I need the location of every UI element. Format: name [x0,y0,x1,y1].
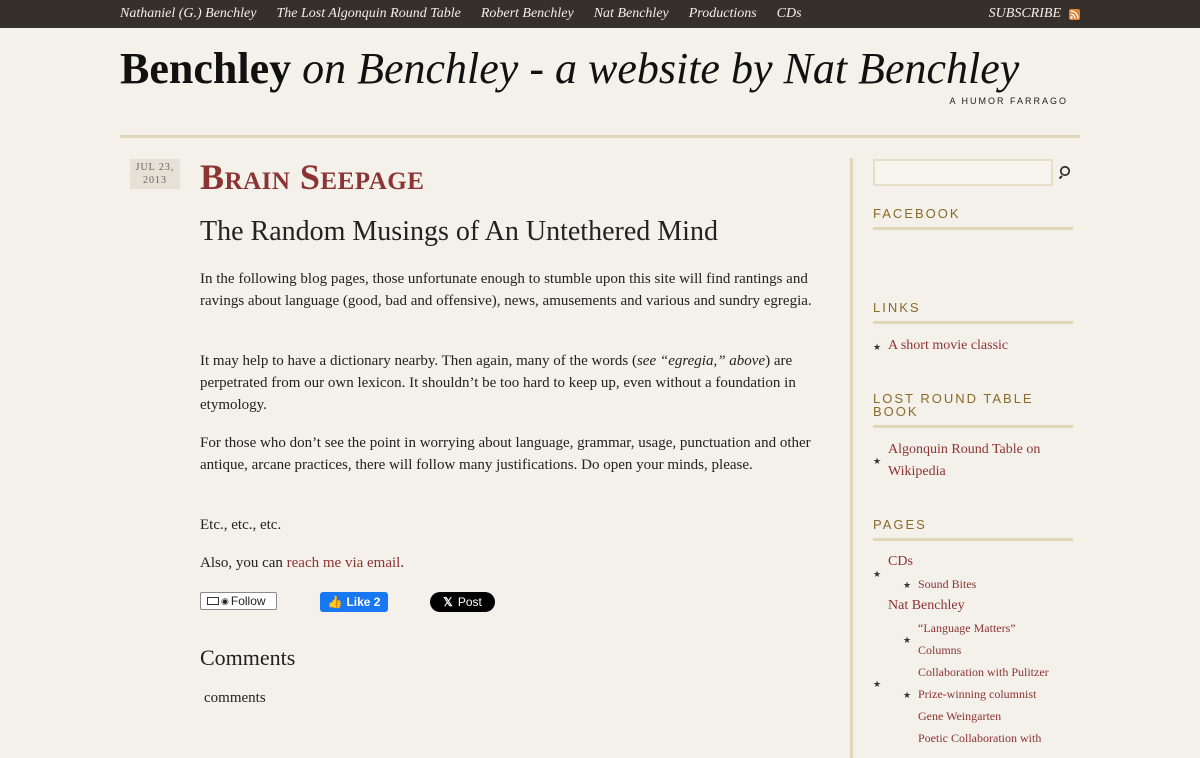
site-title[interactable] [120,42,1080,96]
nav-item-nathaniel-benchley[interactable]: Nathaniel (G.) Benchley [120,6,257,21]
sidebar-link-algonquin-wikipedia[interactable] [888,439,1040,483]
pages-widget-title: PAGES [873,517,927,532]
thumbs-up-icon: 👍 [327,595,343,609]
comments-text: comments [204,690,266,706]
post-paragraph-5 [200,552,830,574]
sidebar-page-prize-columnist[interactable] [918,683,1036,727]
post-paragraph-2 [200,350,830,416]
bullet-icon: ★ [903,580,912,590]
sidebar-page-language-matters[interactable] [918,617,1016,661]
book-widget-title-line1: LOST ROUND TABLE [873,391,1034,406]
p2-text-before: It may help to have a dictionary nearby. Then again, many of the words ( [200,353,637,369]
nav-item-productions[interactable]: Productions [688,6,757,21]
bullet-icon: ★ [873,456,882,466]
top-nav [120,0,822,28]
algonquin-link-line2: Wikipedia [888,464,946,479]
prize-line1: Prize-winning columnist [918,687,1037,701]
algonquin-link-line1: Algonquin Round Table on [888,442,1041,457]
nav-item-cds[interactable]: CDs [776,6,802,21]
facebook-widget-rule [873,227,1073,230]
site-title-bold: Benchley [120,44,292,93]
nav-item-robert-benchley[interactable]: Robert Benchley [480,6,574,21]
post-date-month-day: JUL 23, [135,162,175,173]
facebook-widget-title: FACEBOOK [873,206,961,221]
mail-icon [207,597,219,605]
links-widget-title: LINKS [873,300,921,315]
prize-line2: Gene Weingarten [918,709,1002,723]
post-title[interactable]: Brain Seepage [200,157,425,197]
post-paragraph-4: Etc., etc., etc. [200,517,282,533]
sidebar-link-short-movie[interactable]: A short movie classic [888,338,1009,353]
language-matters-line2: Columns [918,643,962,657]
nav-item-nat-benchley[interactable]: Nat Benchley [593,6,669,21]
search-icon[interactable] [1058,164,1074,180]
p5-text-after: . [400,555,405,571]
post-paragraph-3: For those who don’t see the point in worrying about language, grammar, usage, punctuation and other antique, arcane practices, there will follow many justifications. Do open your minds, please. [200,435,811,473]
post-subtitle: The Random Musings of An Untethered Mind [200,216,718,247]
bullet-icon: ★ [873,679,882,689]
pages-widget-rule [873,538,1073,541]
bullet-icon: ★ [873,342,882,352]
comments-heading: Comments [200,645,296,670]
subscribe-label: SUBSCRIBE [988,6,1061,21]
search-input[interactable] [873,159,1053,186]
rss-icon[interactable] [1069,9,1080,20]
follow-label: Follow [230,594,266,608]
collab-line1: Collaboration with Pulitzer [918,665,1049,679]
sidebar-page-poetic-collab[interactable]: Poetic Collaboration with [918,731,1042,745]
subscribe-link[interactable] [989,0,1080,28]
bullet-icon: ★ [873,569,882,579]
like-label: Like 2 [346,595,381,609]
nav-item-lost-algonquin[interactable]: The Lost Algonquin Round Table [276,6,461,21]
book-widget-title-line2: BOOK [873,404,919,419]
sidebar-divider [850,158,853,758]
p2-text-after: ) are perpetrated from our own lexicon. It shouldn’t be too hard to keep up, even without a foundation in etymology. [200,353,796,413]
p5-text-before: Also, you can [200,555,287,571]
language-matters-line1: “Language Matters” [918,621,1016,635]
post-date-badge [130,159,180,189]
sidebar-page-collab-pulitzer[interactable] [918,661,1049,683]
sidebar-page-cds[interactable]: CDs [888,554,913,569]
bullet-icon: ★ [903,690,912,700]
facebook-like-button[interactable] [320,592,388,612]
top-nav-bar [0,0,1200,28]
post-paragraph-1: In the following blog pages, those unfortunate enough to stumble upon this site will find rantings and ravings about language (good, bad and offensive), news, amusements and various and sundry egregia. [200,271,812,309]
post-label: Post [457,595,482,609]
x-icon: 𝕏 [443,595,453,609]
x-post-button[interactable] [430,592,495,612]
email-link[interactable]: reach me via email [286,555,401,571]
book-widget-title [873,392,1073,418]
sidebar-page-sound-bites[interactable]: Sound Bites [918,577,977,591]
sidebar-page-nat-benchley[interactable]: Nat Benchley [888,598,965,613]
rss-small-icon: ◉ [221,595,229,606]
p2-text-italic: see “egregia,” above [636,353,766,369]
header-divider [120,135,1080,138]
site-title-italic: on Benchley - a website by Nat Benchley [291,44,1020,93]
follow-button[interactable] [200,592,277,610]
links-widget-rule [873,321,1073,324]
site-tagline: A HUMOR FARRAGO [949,96,1068,106]
bullet-icon: ★ [903,635,912,645]
book-widget-rule [873,425,1073,428]
post-date-year: 2013 [143,175,167,186]
